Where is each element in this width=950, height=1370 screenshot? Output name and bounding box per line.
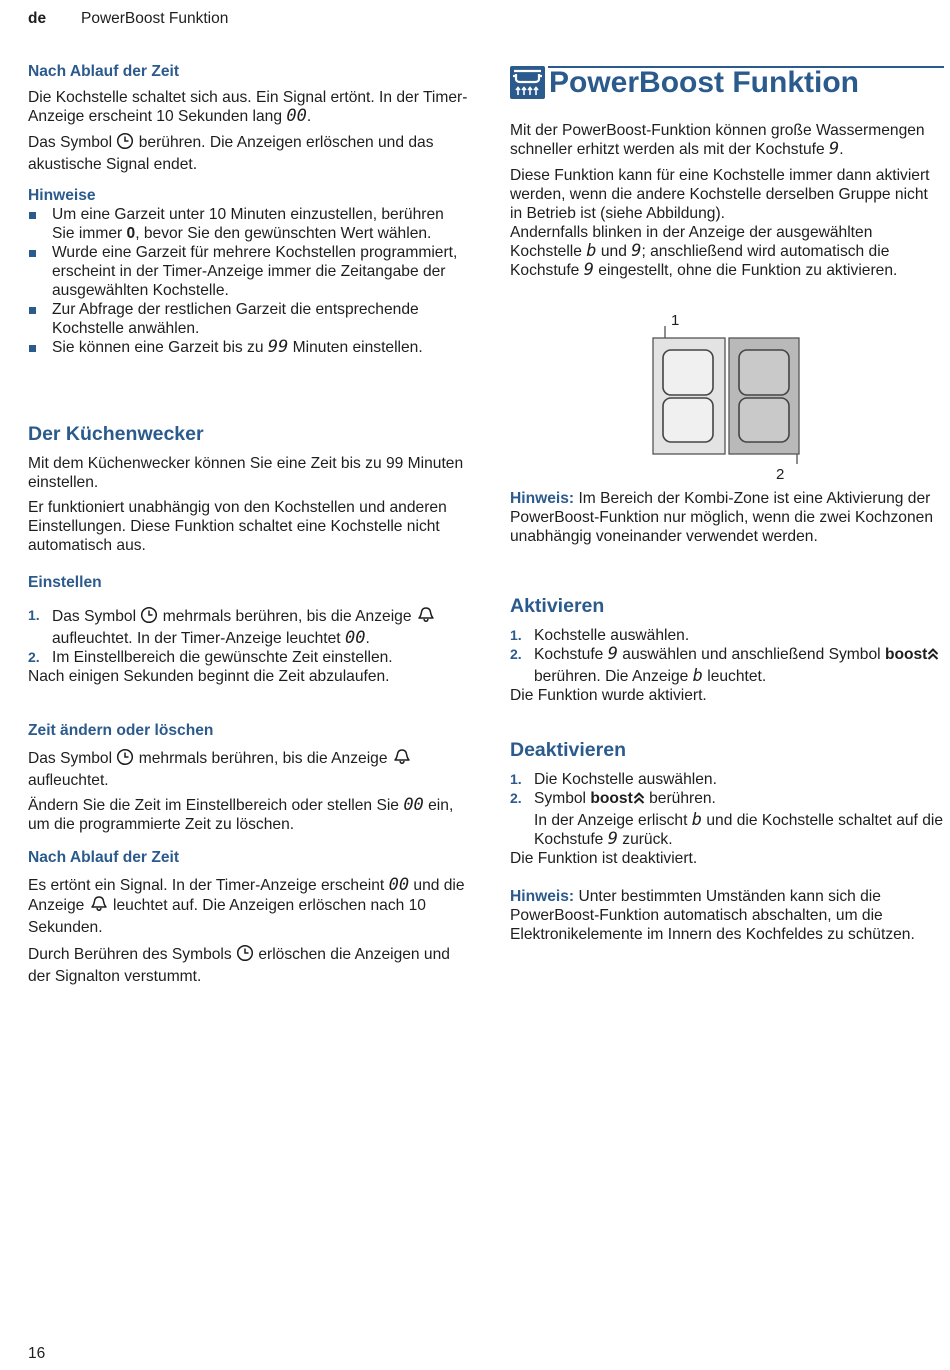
paragraph: Ändern Sie die Zeit im Einstellbereich oder stellen Sie 00 ein, um die programmierte Zeit zu löschen. [28,795,454,833]
section-heading: Einstellen [28,574,102,591]
display-9-symbol: 9 [607,829,618,849]
cooktop-zones-figure [650,312,810,484]
bell-icon [89,895,109,918]
list-item: 1. Das Symbol mehrmals berühren, bis die Anzeige aufleuchtet. In der Timer-Anzeige leuchtet 00. [28,606,468,648]
section-heading: Zeit ändern oder löschen [28,722,214,739]
boost-symbol-label: boost [884,646,928,663]
section-einstellen [28,573,468,686]
powerboost-pot-icon [510,66,545,99]
display-00-symbol: 00 [344,628,366,648]
section-nach-ablauf-1 [28,62,468,174]
einstellen-steps [28,606,468,667]
section-kuechenwecker [28,422,468,555]
paragraph: Hinweis: Unter bestimmten Umständen kann sich die PowerBoost-Funktion automatisch abschalten, um die Elektronikelemente im Innern des Kochfeldes zu schützen. [510,888,915,943]
aktivieren-steps [510,626,944,686]
timer-clock-icon [140,606,158,629]
page-title: PowerBoost Funktion [549,66,859,99]
hinweise-list [28,205,468,357]
list-item: Sie können eine Garzeit bis zu 99 Minuten einstellen. [28,338,468,357]
paragraph: Durch Berühren des Symbols erlöschen die Anzeigen und der Signalton verstummt. [28,946,450,985]
display-b-symbol: b [692,666,703,686]
hinweis-kombi-zone [510,489,944,546]
page-header [28,9,229,28]
language-code: de [28,10,47,27]
section-heading: Nach Ablauf der Zeit [28,63,180,80]
header-title: PowerBoost Funktion [81,10,229,27]
display-9-symbol: 9 [631,241,642,261]
list-item: 1. Kochstelle auswählen. [510,627,690,644]
powerboost-intro [510,121,944,280]
display-9-symbol: 9 [607,644,618,664]
boost-chevron-icon [927,646,939,667]
boost-symbol-label: boost [590,790,633,807]
list-item: 2. Kochstufe 9 auswählen und anschließend Symbol boost berühren. Die Anzeige b leuchtet. [510,645,944,686]
list-item: Wurde eine Garzeit für mehrere Kochstellen programmiert, erscheint in der Timer-Anzeige immer die Zeitangabe der ausgewählten Kochstelle. [28,243,468,300]
paragraph: Andernfalls blinken in der Anzeige der ausgewählten Kochstelle b und 9; anschließend wird automatisch die Kochstufe 9 eingestellt, ohne die Funktion zu aktivieren. [510,224,898,280]
section-aktivieren [510,594,944,705]
list-item: Um eine Garzeit unter 10 Minuten einzustellen, berühren Sie immer 0, bevor Sie den gewünschten Wert wählen. [28,205,468,243]
hinweis-label: Hinweis: [510,490,575,507]
section-heading: Der Küchenwecker [28,423,204,445]
display-00-symbol: 00 [388,875,410,895]
section-heading: Deaktivieren [510,739,626,761]
paragraph: Das Symbol berühren. Die Anzeigen erlöschen und das akustische Signal endet. [28,134,434,173]
timer-clock-icon [236,944,254,967]
section-hinweise [28,186,468,357]
paragraph: Nach einigen Sekunden beginnt die Zeit abzulaufen. [28,668,390,685]
paragraph: Hinweis: Im Bereich der Kombi-Zone ist eine Aktivierung der PowerBoost-Funktion nur möglich, wenn die zwei Kochzonen unabhängig voneinander verwendet werden. [510,490,933,545]
section-heading: Nach Ablauf der Zeit [28,849,180,866]
section-zeit-aendern [28,721,468,834]
figure-label-2: 2 [776,466,785,483]
hinweis-label: Hinweis: [510,888,575,905]
list-item: 1. Die Kochstelle auswählen. [510,771,717,788]
figure-label-1: 1 [671,312,680,329]
display-99-symbol: 99 [267,337,289,357]
bell-icon [416,606,436,629]
paragraph: Diese Funktion kann für eine Kochstelle immer dann aktiviert werden, wenn die andere Kochstelle derselben Gruppe nicht in Betrieb ist (siehe Abbildung). [510,167,930,222]
list-item: 2. Im Einstellbereich die gewünschte Zeit einstellen. [28,649,393,666]
list-item: Zur Abfrage der restlichen Garzeit die entsprechende Kochstelle anwählen. [28,300,468,338]
display-00-symbol: 00 [286,106,307,126]
section-nach-ablauf-2 [28,848,468,986]
paragraph: Mit dem Küchenwecker können Sie eine Zeit bis zu 99 Minuten einstellen. [28,455,464,491]
display-00-symbol: 00 [403,795,424,815]
paragraph: Mit der PowerBoost-Funktion können große Wassermengen schneller erhitzt werden als mit der Kochstufe 9. [510,122,925,159]
powerboost-heading [510,60,944,102]
list-item: 2. Symbol boost berühren. In der Anzeige erlischt b und die Kochstelle schaltet auf die Kochstufe 9 zurück. [510,790,944,849]
page-number: 16 [28,1345,46,1362]
display-b-symbol: b [691,810,703,830]
boost-chevron-icon [633,790,645,811]
paragraph: Die Funktion ist deaktiviert. [510,850,698,867]
paragraph: Die Kochstelle schaltet sich aus. Ein Signal ertönt. In der Timer-Anzeige erscheint 10 Sekunden lang 00. [28,89,468,126]
timer-clock-icon [116,748,134,771]
paragraph: Er funktioniert unabhängig von den Kochstellen und anderen Einstellungen. Diese Funktion schaltet eine Kochstelle nicht automatisch aus. [28,499,447,554]
timer-clock-icon [116,132,134,155]
paragraph: Es ertönt ein Signal. In der Timer-Anzeige erscheint 00 und die Anzeige leuchtet auf. Die Anzeigen erlöschen nach 10 Sekunden. [28,875,465,936]
paragraph: Das Symbol mehrmals berühren, bis die Anzeige aufleuchtet. [28,748,468,790]
bell-icon [392,748,412,771]
hinweis-abschalten [510,887,944,944]
paragraph: Die Funktion wurde aktiviert. [510,687,707,704]
section-heading: Hinweise [28,187,96,204]
section-heading: Aktivieren [510,595,605,617]
display-b-symbol: b [586,241,597,261]
display-9-symbol: 9 [583,260,594,280]
deaktivieren-steps [510,770,944,849]
section-deaktivieren [510,738,944,868]
display-9-symbol: 9 [828,139,840,159]
